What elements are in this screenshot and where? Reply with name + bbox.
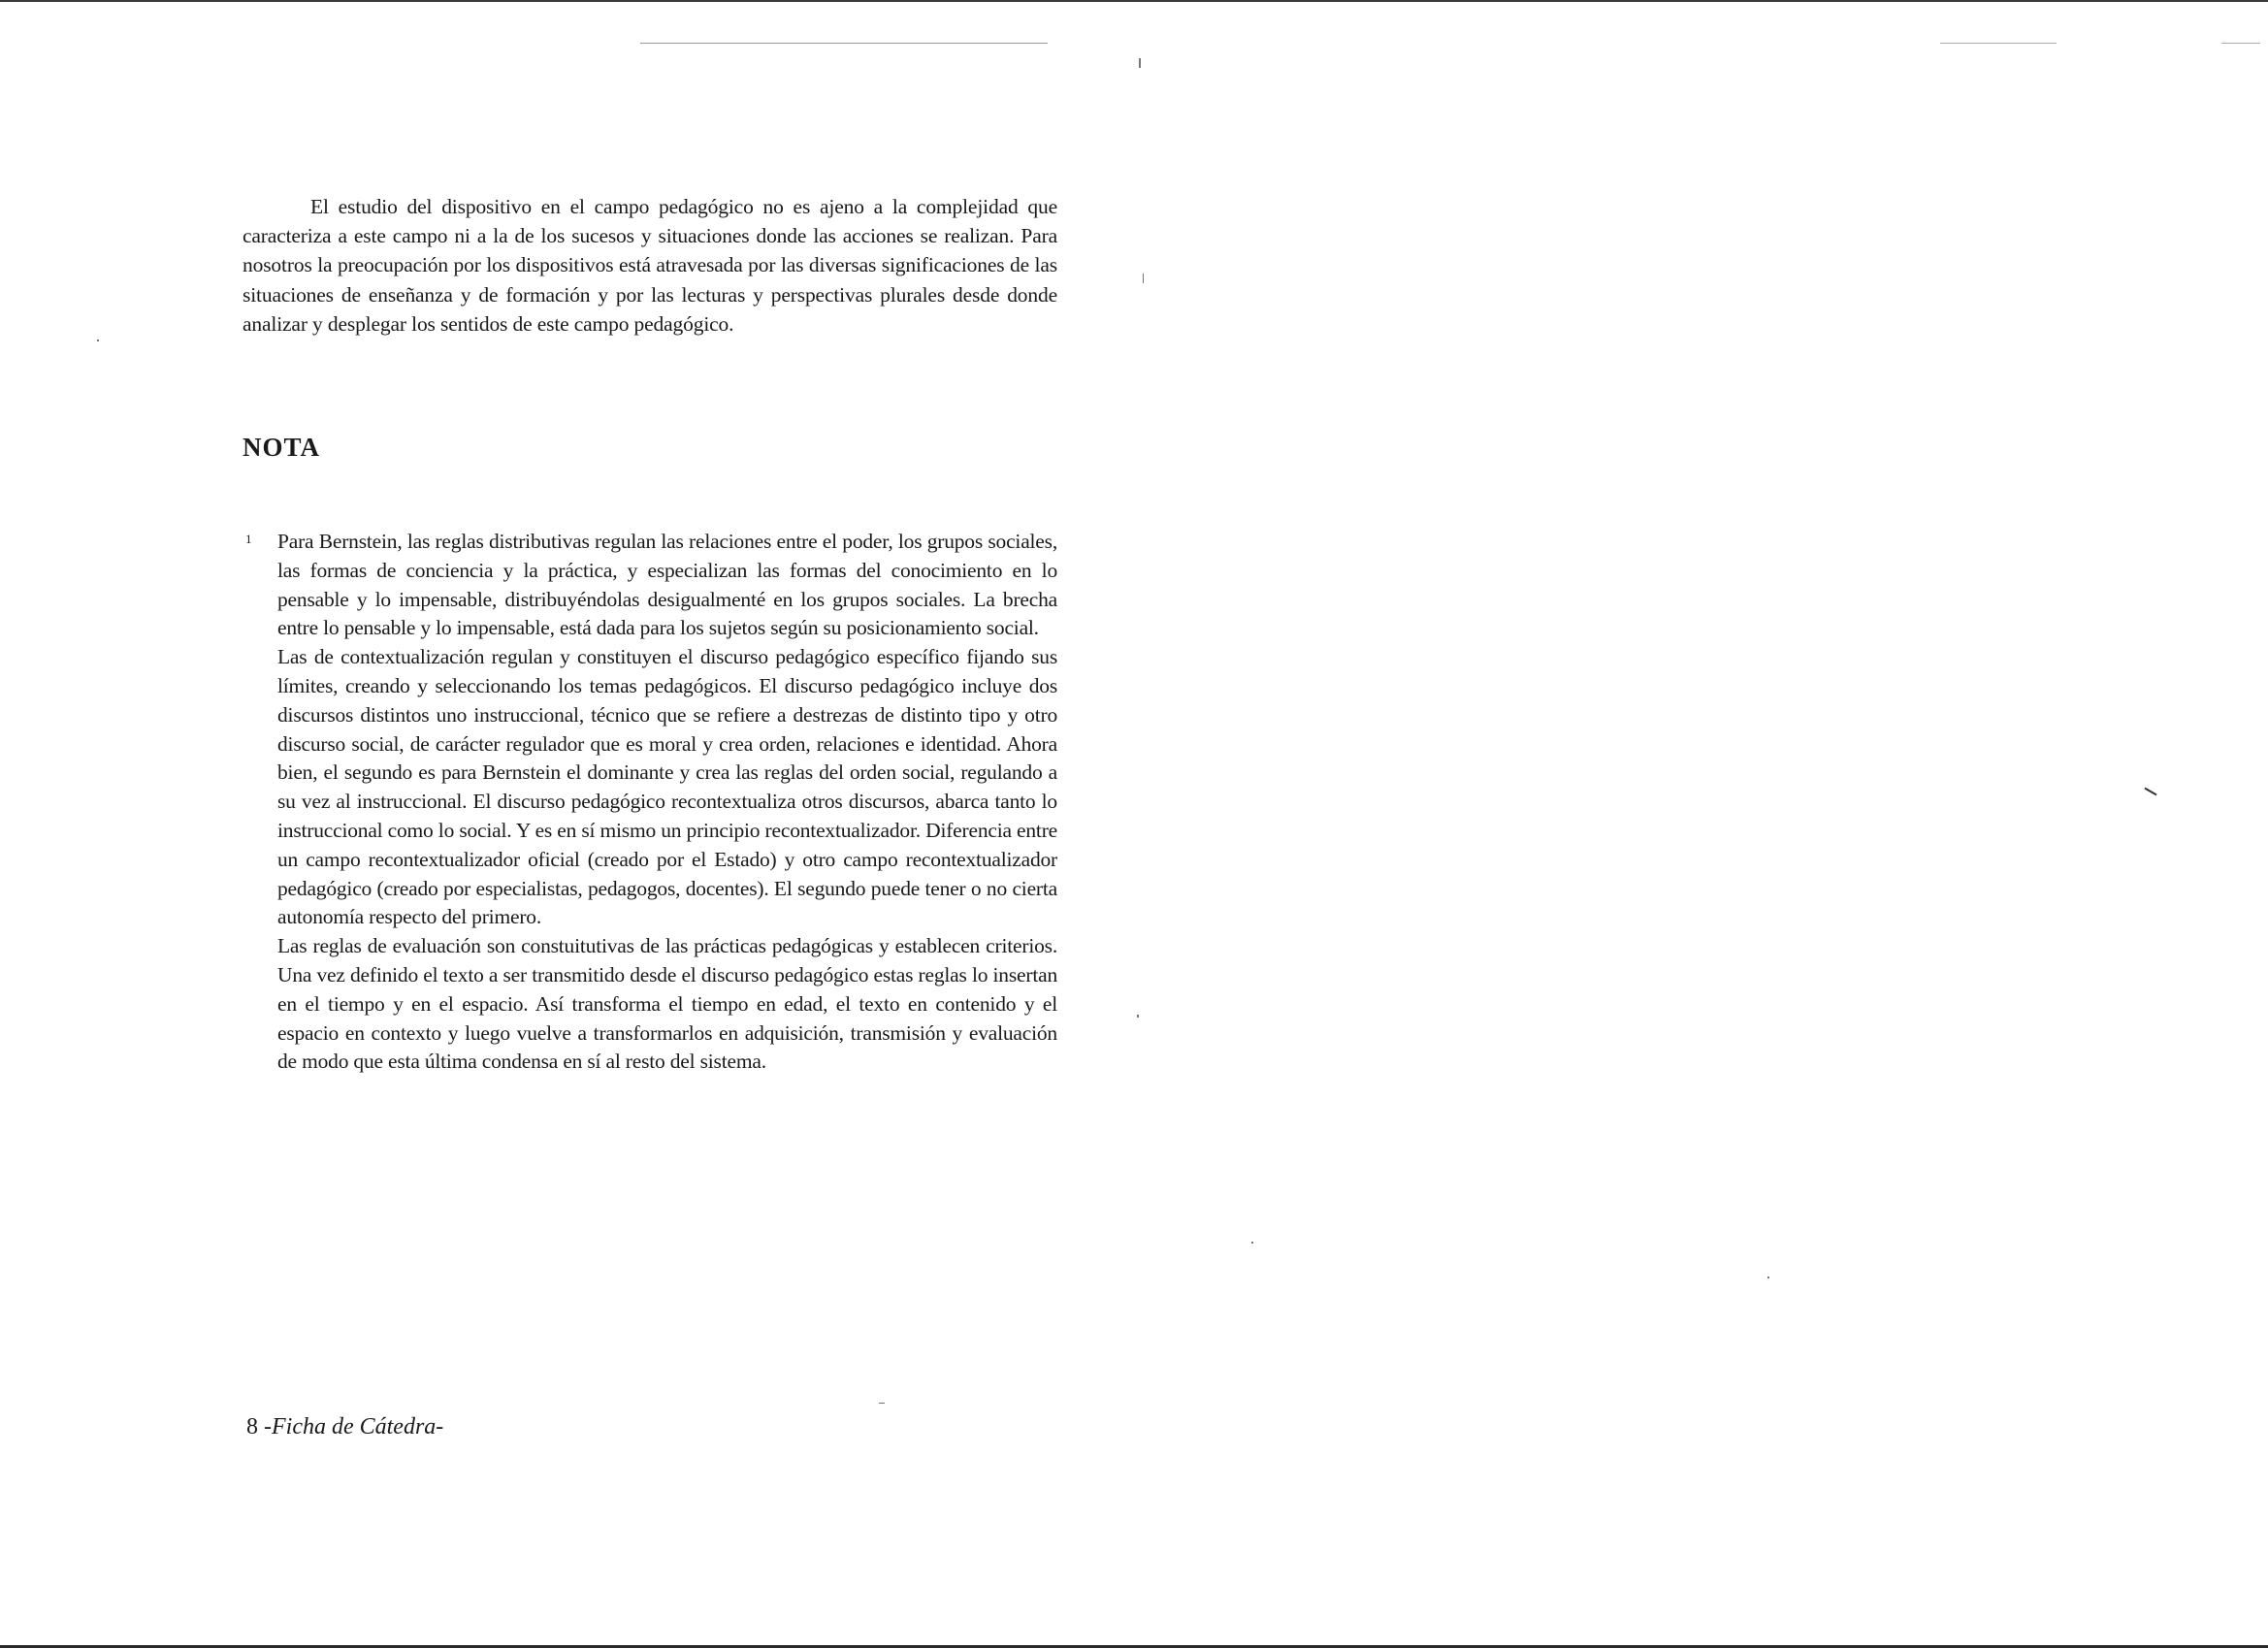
scan-speck [879, 1403, 885, 1404]
intro-section [243, 192, 1057, 339]
page-number: 8 [246, 1414, 258, 1439]
note-paragraph-distributive-rules: Para Bernstein, las reglas distributivas regulan las relaciones entre el poder, los grupos sociales, las formas de conciencia y la práctica, y especializan las formas del conocimiento en lo pensable y lo impensable, distribuyéndolas desigualmenté en los grupos sociales. La brecha entre lo pensable y lo impensable, está dada para los sujetos según su posicionamiento social. [277, 530, 1057, 640]
scan-speck [1767, 1277, 1769, 1278]
scan-speck [1139, 58, 1141, 68]
scan-edge-top [0, 0, 2268, 2]
scan-speck [1940, 43, 2057, 44]
footnote-marker: 1 [245, 532, 252, 546]
intro-paragraph: El estudio del dispositivo en el campo pedagógico no es ajeno a la complejidad que caracteriza a este campo ni a la de los sucesos y situaciones donde las acciones se realizan. Para nosotros la preocupación por los dispositivos está atravesada por las diversas significaciones de las situaciones de enseñanza y de formación y por las lecturas y perspectivas plurales desde donde analizar y desplegar los sentidos de este campo pedagógico. [243, 195, 1057, 336]
page-footer [246, 1414, 443, 1440]
scan-speck [1251, 1242, 1253, 1244]
running-title: -Ficha de Cátedra- [264, 1414, 444, 1439]
note-paragraph-evaluation-rules: Las reglas de evaluación son constuitutivas de las prácticas pedagógicas y establecen criterios. Una vez definido el texto a ser transmitido desde el discurso pedagógico estas reglas lo insertan en el tiempo y en el espacio. Así transforma el tiempo en edad, el texto en contenido y el espacio en contexto y luego vuelve a transformarlos en adquisición, transmisión y evaluación de modo que esta última condensa en sí al resto del sistema. [277, 934, 1057, 1074]
footnote-body [277, 528, 1057, 1077]
scan-speck [1137, 1015, 1139, 1018]
note-paragraph-contextualization-rules: Las de contextualización regulan y constituyen el discurso pedagógico específico fijando sus límites, creando y seleccionando los temas pedagógicos. El discurso pedagógico incluye dos discursos distintos uno instruccional, técnico que se refiere a destrezas de distinto tipo y otro discurso social, de carácter regulador que es moral y crea orden, relaciones e identidad. Ahora bien, el segundo es para Bernstein el dominante y crea las reglas del orden social, regulando a su vez al instruccional. El discurso pedagógico recontextualiza otros discursos, abarca tanto lo instruccional como lo social. Y es en sí mismo un principio recontextualizador. Diferencia entre un campo recontextualizador oficial (creado por el Estado) y otro campo recontextualizador pedagógico (creado por especialistas, pedagogos, docentes). El segundo puede tener o no cierta autonomía respecto del primero. [277, 645, 1057, 929]
footnote-block [243, 528, 1057, 1077]
scan-speck [2221, 43, 2260, 44]
scan-edge-bottom [0, 1645, 2268, 1648]
scan-speck [640, 43, 1048, 44]
section-heading: NOTA [243, 433, 321, 462]
scan-speck [1143, 274, 1144, 283]
scan-speck [2144, 788, 2156, 796]
scan-speck [97, 340, 99, 341]
